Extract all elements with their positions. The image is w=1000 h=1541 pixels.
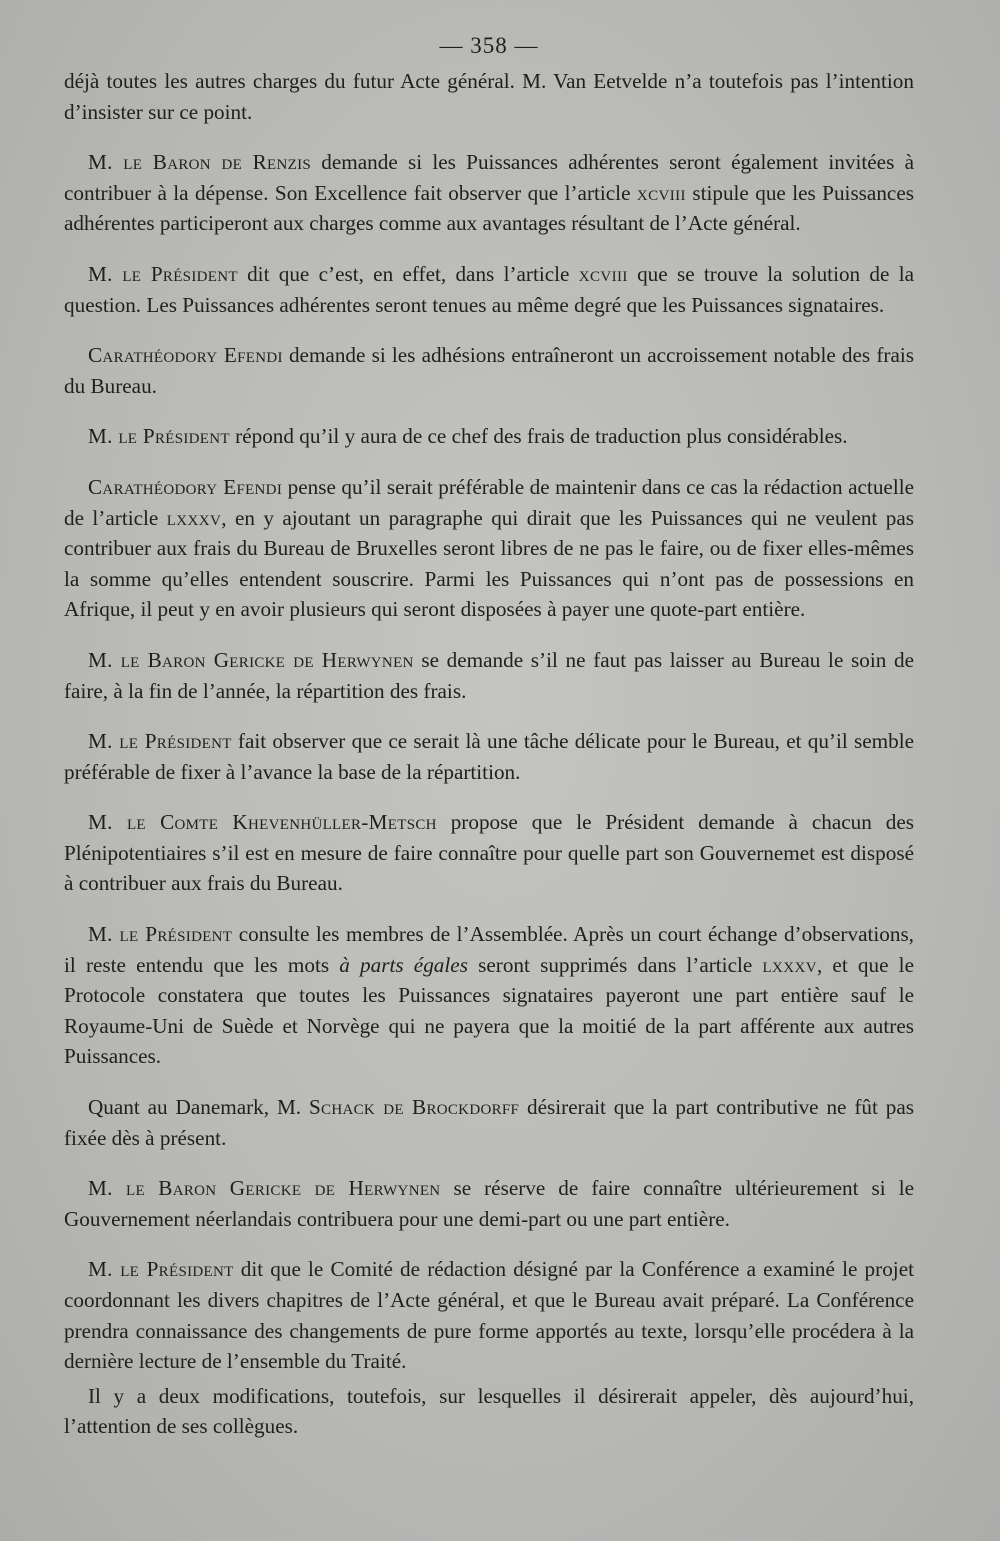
paragraph — [64, 340, 914, 401]
paragraph-text: , et que le Protocole constatera que toutes les Puissances signataires payeront une part entière sauf le Royaume-Uni de Suède et Norvège qui ne payera que la moitié de la part afférente aux autres Puissances. — [64, 952, 914, 1069]
paragraph — [64, 807, 914, 899]
paragraph — [64, 147, 914, 239]
paragraph — [64, 421, 914, 452]
speaker-name: M. le Président — [88, 729, 232, 754]
document-body — [64, 66, 914, 1442]
speaker-name: Carathéodory Efendi — [88, 474, 283, 499]
speaker-name: M. le Baron Gericke de Herwynen — [88, 647, 414, 672]
speaker-name: M. le Président — [88, 1257, 234, 1282]
speaker-name: M. le Baron de Renzis — [88, 150, 312, 175]
paragraph — [64, 726, 914, 787]
paragraph-text: dit que le Comité de rédaction désigné par la Conférence a examiné le projet coordonnant les divers chapitres de l’Acte général, et que le Bureau avait préparé. La Conférence prendra connaissance des changements de pure forme apportés au texte, lorsqu’elle procédera à la dernière lecture de l’ensemble du Traité. — [64, 1257, 914, 1374]
paragraph-text: se demande s’il ne faut pas laisser au Bureau le soin de faire, à la fin de l’année, la répartition des frais. — [64, 647, 915, 703]
paragraph — [64, 1381, 914, 1442]
speaker-name: M. le Baron Gericke de Herwynen — [88, 1176, 441, 1201]
paragraph — [64, 919, 914, 1072]
article-number: xcviii — [636, 180, 686, 205]
paragraph-text: répond qu’il y aura de ce chef des frais de traduction plus considérables. — [229, 424, 848, 449]
speaker-name: M. le Président — [88, 922, 233, 947]
paragraph-text: consulte les membres de l’Assemblée. Après un court échange d’observations, il reste entendu que les mots — [64, 922, 914, 977]
speaker-name: M. le Comte Khevenhüller-Metsch — [88, 810, 437, 835]
paragraph-text: demande si les Puissances adhérentes seront également invitées à contribuer à la dépense. Son Excellence fait observer que l’article — [64, 150, 914, 205]
paragraph-text: demande si les adhésions entraîneront un accroissement notable des frais du Bureau. — [64, 343, 914, 398]
article-number: xcviii — [578, 261, 628, 286]
paragraph-text: propose que le Président demande à chacun des Plénipotentiaires s’il est en mesure de faire connaître pour quelle part son Gouvernemet est disposé à contribuer aux frais du Bureau. — [64, 810, 914, 896]
paragraph-text: pense qu’il serait préférable de maintenir dans ce cas la rédaction actuelle de l’article — [64, 474, 914, 530]
article-number: lxxxv — [762, 952, 817, 977]
page-number: — 358 — — [439, 33, 539, 58]
paragraph-text: Quant au Danemark, M. — [88, 1095, 309, 1120]
paragraph — [64, 1173, 914, 1234]
speaker-name: M. le Président — [88, 261, 238, 286]
paragraph-text: fait observer que ce serait là une tâche délicate pour le Bureau, et qu’il semble préférable de fixer à l’avance la base de la répartition. — [64, 729, 914, 784]
speaker-name: Schack de Brockdorff — [308, 1095, 520, 1120]
paragraph-text: Il y a deux modifications, toutefois, sur lesquelles il désirerait appeler, dès aujourd’hui, l’attention de ses collègues. — [64, 1383, 914, 1439]
paragraph-text: stipule que les Puissances adhérentes participeront aux charges comme aux avantages résultant de l’Acte général. — [64, 180, 914, 236]
paragraph — [64, 1254, 914, 1376]
paragraph — [64, 1092, 914, 1153]
paragraph-text: dit que c’est, en effet, dans l’article — [237, 261, 579, 286]
paragraph — [64, 66, 914, 127]
emphasis-text: à parts égales — [339, 952, 468, 977]
paragraph — [64, 645, 914, 706]
paragraph-text: se réserve de faire connaître ultérieurement si le Gouvernement néerlandais contribuera pour une demi-part ou une part entière. — [64, 1176, 914, 1231]
paragraph-text: , en y ajoutant un paragraphe qui dirait que les Puissances qui ne veulent pas contribuer aux frais du Bureau de Bruxelles seront libres de ne pas le faire, ou de fixer elles-mêmes la somme qu’elles entendent souscrire. Parmi les Puissances qui n’ont pas de possessions en Afrique, il peut y en avoir plusieurs qui seront disposées à payer une quote-part entière. — [64, 505, 914, 622]
paragraph-text: seront supprimés dans l’article — [467, 952, 763, 977]
paragraph — [64, 472, 914, 625]
article-number: lxxxv — [166, 505, 222, 530]
speaker-name: M. le Président — [88, 424, 230, 449]
paragraph — [64, 259, 914, 320]
paragraph-text: déjà toutes les autres charges du futur Acte général. M. Van Eetvelde n’a toutefois pas l’intention d’insister sur ce point. — [64, 69, 914, 124]
paragraph-text: que se trouve la solution de la question. Les Puissances adhérentes seront tenues au même degré que les Puissances signataires. — [64, 261, 914, 317]
speaker-name: Carathéodory Efendi — [88, 343, 283, 368]
paragraph-text: désirerait que la part contributive ne fût pas fixée dès à présent. — [64, 1095, 914, 1150]
